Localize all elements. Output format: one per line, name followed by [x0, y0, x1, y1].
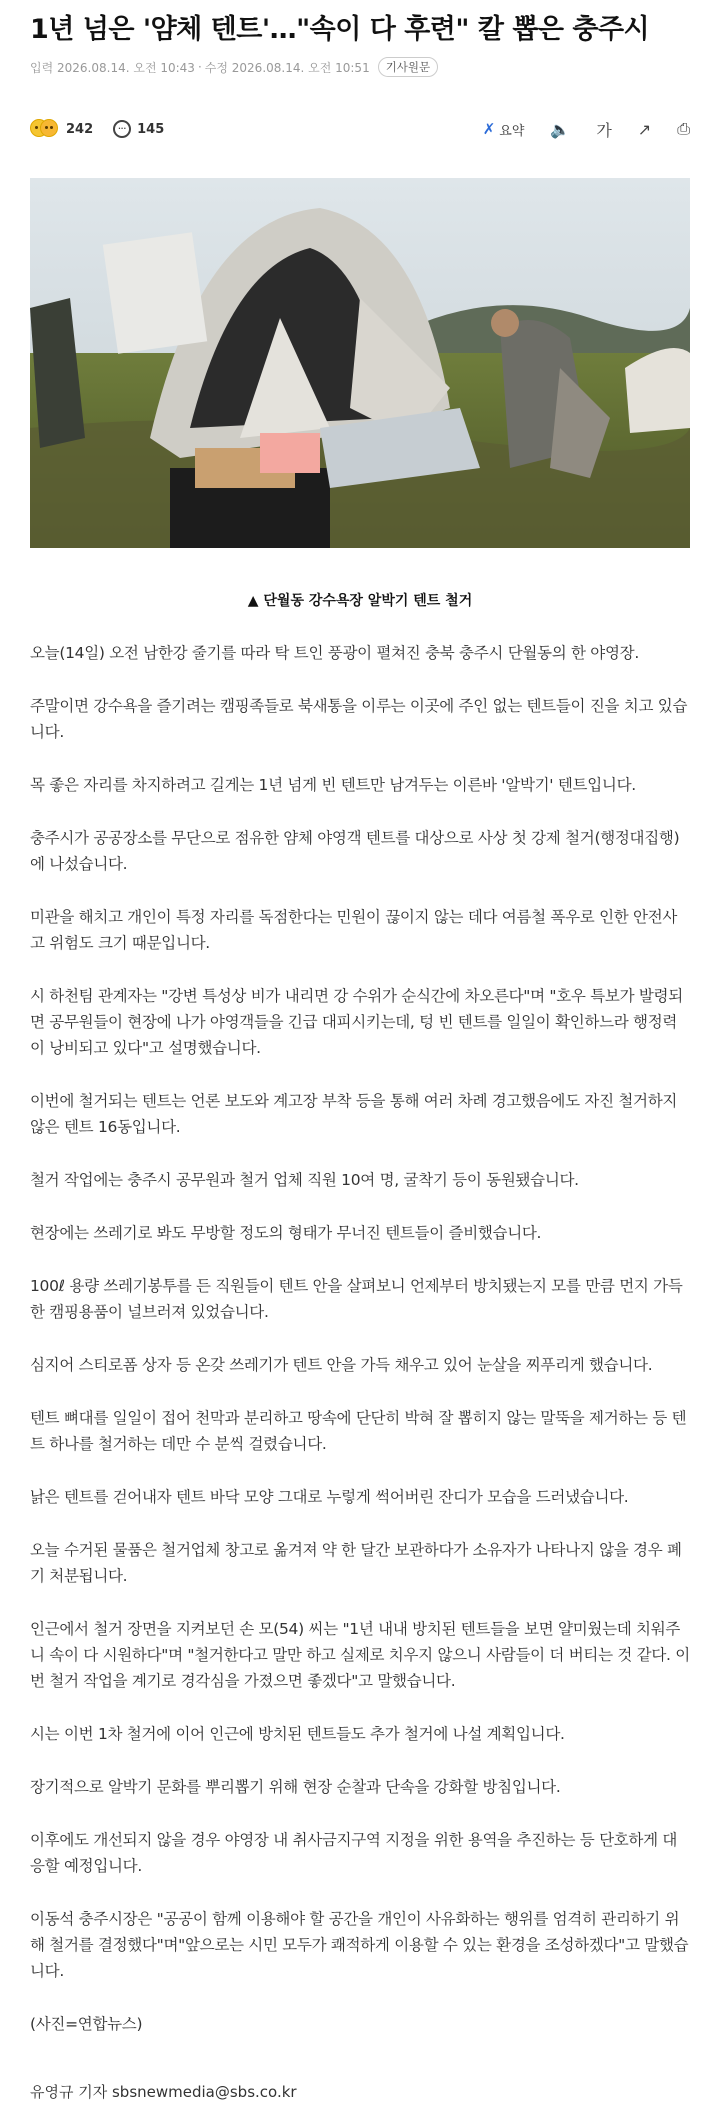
summary-button[interactable] — [483, 120, 525, 139]
font-size-button[interactable] — [596, 118, 611, 141]
meta-separator: · — [197, 60, 202, 74]
article-paragraph: 철거 작업에는 충주시 공무원과 철거 업체 직원 10여 명, 굴착기 등이 동원됐습니다. — [30, 1171, 579, 1189]
modified-label: 수정 — [204, 60, 228, 75]
print-button[interactable] — [677, 119, 690, 139]
article-paragraph: 시 하천팀 관계자는 "강변 특성상 비가 내리면 강 수위가 순식간에 차오른다"며 "호우 특보가 발령되면 공무원들이 현장에 나가 야영객들을 긴급 대피시키는데, 텅 빈 텐트를 일일이 확인하느라 행정력이 낭비되고 있다"고 설명했습니다. — [30, 987, 683, 1057]
article-photo — [30, 178, 690, 548]
article-paragraph: 미관을 해치고 개인이 특정 자리를 독점한다는 민원이 끊이지 않는 데다 여름철 폭우로 인한 안전사고 위험도 크기 때문입니다. — [30, 908, 678, 952]
article-paragraph: 텐트 뼈대를 일일이 접어 천막과 분리하고 땅속에 단단히 박혀 잘 뽑히지 않는 말뚝을 제거하는 등 텐트 하나를 철거하는 데만 수 분씩 걸렸습니다. — [30, 1409, 687, 1453]
article-body — [30, 640, 690, 2037]
article-paragraph: 오늘(14일) 오전 남한강 줄기를 따라 탁 트인 풍광이 펼쳐진 충북 충주시 단월동의 한 야영장. — [30, 644, 639, 662]
article-paragraph: 낡은 텐트를 걷어내자 텐트 바닥 모양 그대로 누렇게 썩어버린 잔디가 모습을 드러냈습니다. — [30, 1488, 629, 1506]
share-button[interactable] — [638, 120, 651, 139]
comment-count: 145 — [137, 121, 165, 137]
emoji-face-icon — [40, 119, 58, 137]
article-paragraph: 주말이면 강수욕을 즐기려는 캠핑족들로 북새통을 이루는 이곳에 주인 없는 텐트들이 진을 치고 있습니다. — [30, 697, 688, 741]
input-label: 입력 — [30, 60, 54, 75]
article-paragraph: 장기적으로 알박기 문화를 뿌리뽑기 위해 현장 순찰과 단속을 강화할 방침입니다. — [30, 1778, 561, 1796]
article-paragraph: 이번에 철거되는 텐트는 언론 보도와 계고장 부착 등을 통해 여러 차례 경고했음에도 자진 철거하지 않은 텐트 16동입니다. — [30, 1092, 678, 1136]
share-icon: ↗ — [637, 119, 652, 139]
reaction-emoji-icon — [30, 118, 60, 140]
article-meta — [30, 56, 690, 78]
audio-button[interactable] — [550, 120, 570, 139]
summary-icon: ✗ — [482, 120, 496, 138]
article-paragraph: 이후에도 개선되지 않을 경우 야영장 내 취사금지구역 지정을 위한 용역을 추진하는 등 단호하게 대응할 예정입니다. — [30, 1831, 678, 1875]
summary-label: 요약 — [499, 123, 525, 139]
article-paragraph: 목 좋은 자리를 차지하려고 길게는 1년 넘게 빈 텐트만 남겨두는 이른바 '알박기' 텐트입니다. — [30, 776, 636, 794]
article-paragraph: 이동석 충주시장은 "공공이 함께 이용해야 할 공간을 개인이 사유화하는 행위를 엄격히 관리하기 위해 철거를 결정했다"며"앞으로는 시민 모두가 쾌적하게 이용할 수 있는 환경을 조성하겠다"고 말했습니다. — [30, 1910, 689, 1980]
modified-time: 2026.08.14. 오전 10:51 — [231, 60, 370, 75]
font-size-icon: 가 — [596, 120, 612, 140]
article-paragraph: 100ℓ 용량 쓰레기봉투를 든 직원들이 텐트 안을 살펴보니 언제부터 방치됐는지 모를 만큼 먼지 가득한 캠핑용품이 널브러져 있었습니다. — [30, 1277, 683, 1321]
reaction-count: 242 — [66, 121, 94, 137]
tools-group — [483, 118, 690, 141]
input-time: 2026.08.14. 오전 10:43 — [57, 60, 195, 75]
comment-icon: ··· — [113, 120, 131, 138]
source-article-button[interactable]: 기사원문 — [378, 57, 438, 77]
print-icon: ⎙ — [677, 119, 690, 138]
article-paragraph: 시는 이번 1차 철거에 이어 인근에 방치된 텐트들도 추가 철거에 나설 계획입니다. — [30, 1725, 565, 1743]
article-actions-bar — [30, 114, 690, 144]
speaker-icon: 🔈 — [550, 119, 571, 139]
article-paragraph: 심지어 스티로폼 상자 등 온갖 쓰레기가 텐트 안을 가득 채우고 있어 눈살을 찌푸리게 했습니다. — [30, 1356, 653, 1374]
reaction-button[interactable] — [30, 118, 93, 140]
article-paragraph: 현장에는 쓰레기로 봐도 무방할 정도의 형태가 무너진 텐트들이 즐비했습니다. — [30, 1224, 542, 1242]
comment-button[interactable] — [113, 120, 164, 138]
article-paragraph: 인근에서 철거 장면을 지켜보던 손 모(54) 씨는 "1년 내내 방치된 텐트들을 보면 얄미웠는데 치워주니 속이 다 시원하다"며 "철거한다고 말만 하고 실제로 치우지 않으니 사람들이 더 버티는 것 같다. 이번 철거 작업을 계기로 경각심을 가졌으면 좋겠다"고 말했습니다. — [30, 1620, 690, 1690]
article-byline: 유영규 기자 sbsnewmedia@sbs.co.kr — [30, 2083, 297, 2101]
engagement-group — [30, 118, 164, 140]
article-paragraph: 오늘 수거된 물품은 철거업체 창고로 옮겨져 약 한 달간 보관하다가 소유자가 나타나지 않을 경우 폐기 처분됩니다. — [30, 1541, 682, 1585]
article-headline: 1년 넘은 '얌체 텐트'…"속이 다 후련" 칼 뽑은 충주시 — [30, 14, 650, 45]
photo-caption: ▲ 단월동 강수욕장 알박기 텐트 철거 — [247, 593, 473, 609]
article-paragraph: 충주시가 공공장소를 무단으로 점유한 얌체 야영객 텐트를 대상으로 사상 첫 강제 철거(행정대집행)에 나섰습니다. — [30, 829, 680, 873]
article-paragraph: (사진=연합뉴스) — [30, 2015, 143, 2033]
